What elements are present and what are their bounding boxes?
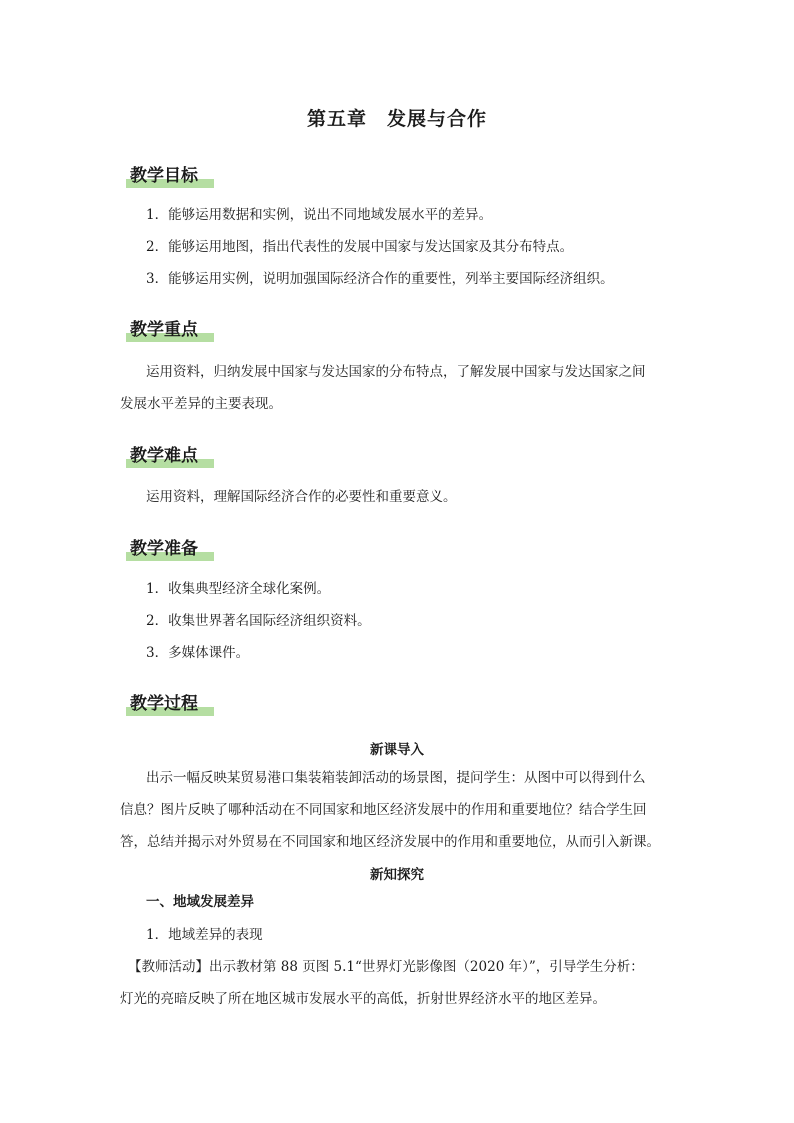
preparation-item: 3．多媒体课件。 — [146, 645, 250, 661]
heading-text: 教学过程 — [130, 694, 198, 714]
preparation-item: 2．收集世界著名国际经济组织资料。 — [146, 613, 371, 629]
part-heading: 一、地域发展差异 — [146, 894, 254, 910]
preparation-item: 1．收集典型经济全球化案例。 — [146, 581, 331, 597]
paragraph-line: 答，总结并揭示对外贸易在不同国家和地区经济发展中的作用和重要地位，从而引入新课。 — [120, 834, 660, 850]
part-subheading: 1．地域差异的表现 — [146, 927, 263, 943]
objective-item: 3．能够运用实例，说明加强国际经济合作的重要性，列举主要国际经济组织。 — [146, 271, 614, 287]
paragraph-line: 信息？图片反映了哪种活动在不同国家和地区经济发展中的作用和重要地位？结合学生回 — [120, 802, 647, 818]
heading-text: 教学准备 — [130, 539, 198, 559]
objective-item: 2．能够运用地图，指出代表性的发展中国家与发达国家及其分布特点。 — [146, 239, 574, 255]
subsection-title: 新知探究 — [370, 867, 424, 883]
page-title: 第五章 发展与合作 — [306, 108, 487, 130]
subsection-title: 新课导入 — [370, 742, 424, 758]
paragraph-line: 发展水平差异的主要表现。 — [120, 396, 282, 412]
heading-text: 教学重点 — [130, 320, 198, 340]
objective-item: 1．能够运用数据和实例，说出不同地域发展水平的差异。 — [146, 207, 493, 223]
paragraph-line: 【教师活动】出示教材第 88 页图 5.1“世界灯光影像图（2020 年）”，引导学生分析： — [128, 959, 644, 975]
paragraph-line: 运用资料，理解国际经济合作的必要性和重要意义。 — [146, 489, 457, 505]
paragraph-line: 出示一幅反映某贸易港口集装箱装卸活动的场景图，提问学生：从图中可以得到什么 — [146, 770, 646, 786]
heading-text: 教学目标 — [130, 166, 198, 186]
heading-text: 教学难点 — [130, 446, 198, 466]
paragraph-line: 灯光的亮暗反映了所在地区城市发展水平的高低，折射世界经济水平的地区差异。 — [120, 991, 606, 1007]
paragraph-line: 运用资料，归纳发展中国家与发达国家的分布特点，了解发展中国家与发达国家之间 — [146, 364, 646, 380]
